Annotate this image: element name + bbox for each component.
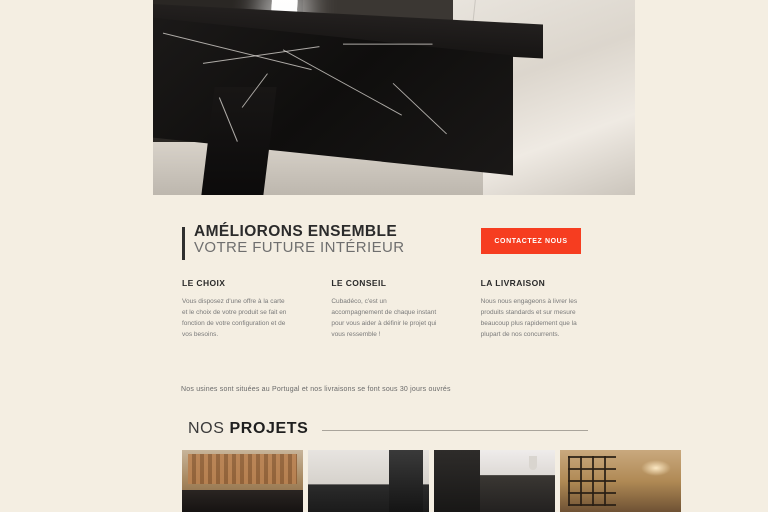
features-columns [182,278,588,340]
feature-title: LE CONSEIL [331,278,387,288]
projet-thumbnail-4[interactable] [560,450,681,512]
feature-livraison [481,278,588,340]
hero-slide-image [153,0,635,195]
projets-title-light: NOS [188,420,230,437]
projets-thumbnails [182,450,681,512]
headline-accent-bar [182,227,185,260]
feature-title: LE CHOIX [182,278,226,288]
projet-thumbnail-2[interactable] [308,450,429,512]
headline-line-1: AMÉLIORONS ENSEMBLE [194,223,398,240]
feature-text: Vous disposez d'une offre à la carte et le choix de votre produit se fait en fonction de votre configuration et de vos besoins. [182,298,287,339]
headline [194,224,442,256]
projets-divider [322,430,588,431]
hero-slider[interactable] [153,0,635,195]
projets-title-bold: PROJETS [229,420,309,437]
feature-text: Nous nous engageons à livrer les produits standards et sur mesure beaucoup plus rapidement que la plupart de nos concurrents. [480,298,578,339]
projet-thumbnail-1[interactable] [182,450,303,512]
projet-thumbnail-3[interactable] [434,450,555,512]
feature-choix [182,278,289,340]
table-leg [201,87,276,195]
feature-text: Cubadéco, c'est un accompagnement de chaque instant pour vous aider à définir le projet qui vous ressemble ! [331,298,437,339]
feature-title: LA LIVRAISON [480,278,546,288]
feature-conseil [331,278,438,340]
contact-button[interactable]: CONTACTEZ NOUS [481,228,581,254]
headline-line-2: VOTRE FUTURE INTÉRIEUR [194,239,405,257]
projets-title [188,420,308,438]
projets-header [188,420,588,438]
usines-note: Nos usines sont situées au Portugal et nos livraisons se font sous 30 jours ouvrés [181,386,451,393]
headline-block [182,224,442,256]
